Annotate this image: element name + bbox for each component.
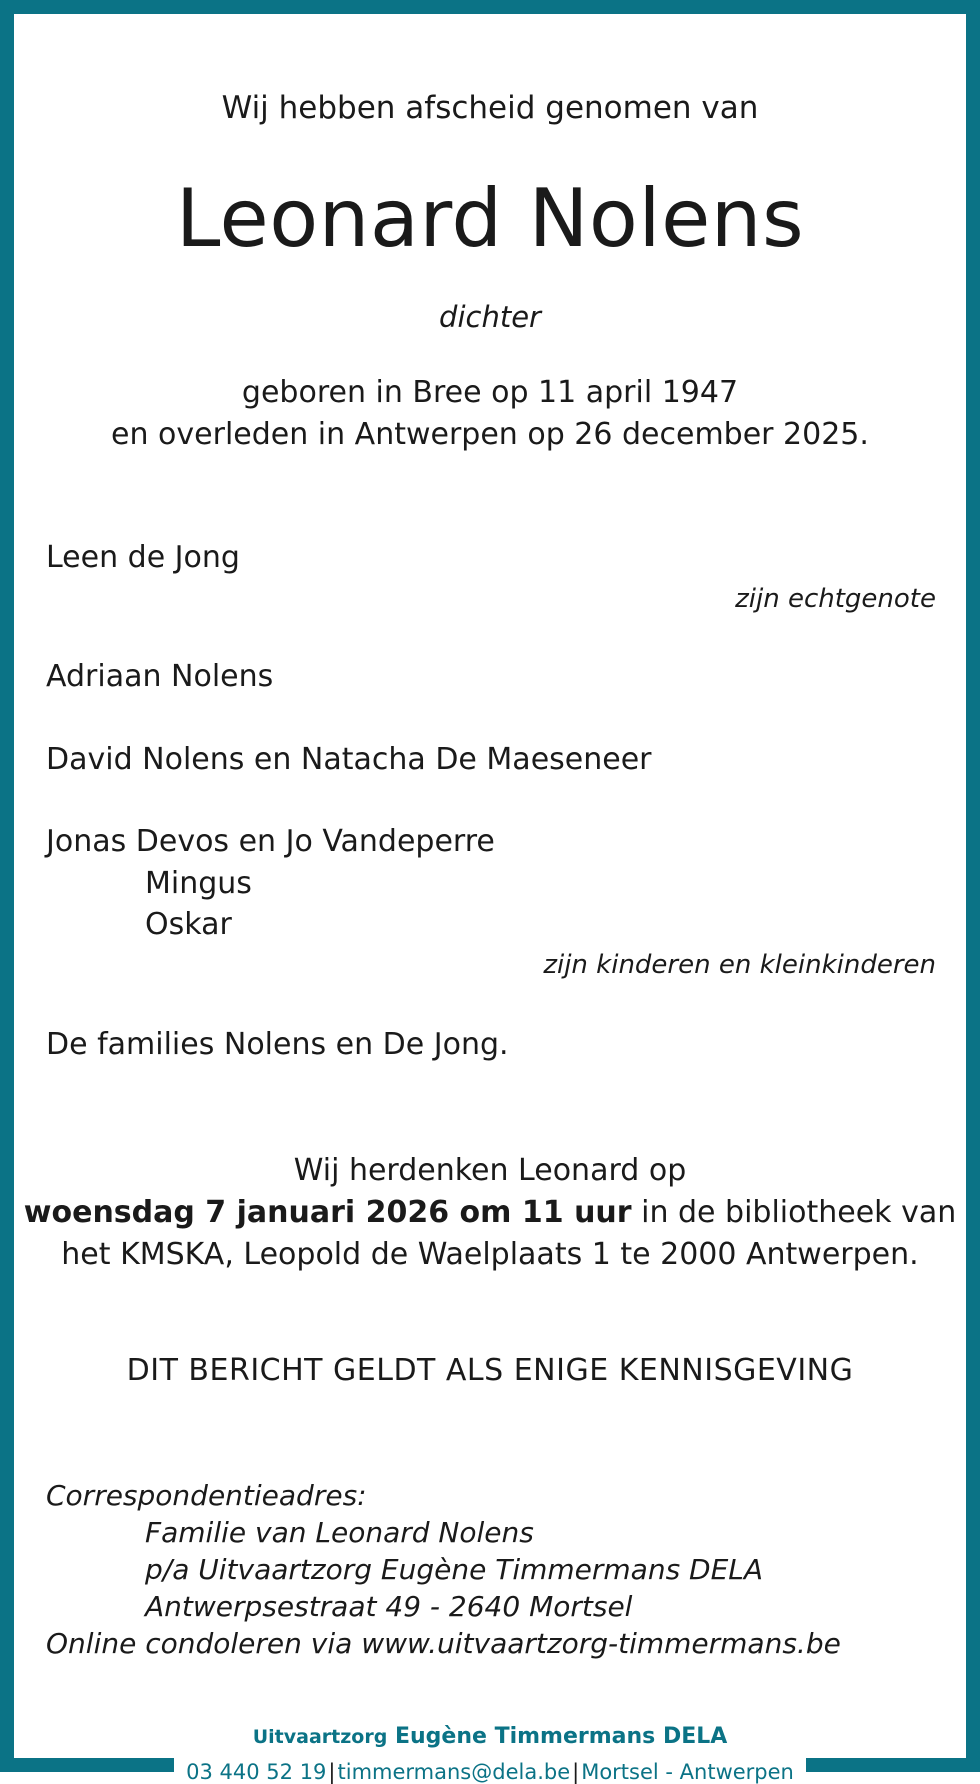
online-condolence: Online condoleren via www.uitvaartzorg-timmermans.be: [46, 1627, 841, 1660]
correspondence-line: Antwerpsestraat 49 - 2640 Mortsel: [145, 1590, 633, 1623]
bottom-border-right: [806, 1758, 980, 1772]
contact-location: Mortsel - Antwerpen: [581, 1760, 794, 1784]
families-line: De families Nolens en De Jong.: [46, 1027, 509, 1062]
memorial-date-line: [14, 1195, 966, 1230]
birth-line: geboren in Bree op 11 april 1947: [241, 375, 739, 410]
funeral-home-brand: [14, 1724, 966, 1749]
separator: |: [572, 1760, 580, 1784]
notice-text: DIT BERICHT GELDT ALS ENIGE KENNISGEVING: [126, 1353, 854, 1388]
death-line: en overleden in Antwerpen op 26 december 2025.: [111, 417, 869, 452]
memorial-address: het KMSKA, Leopold de Waelplaats 1 te 2000 Antwerpen.: [61, 1237, 919, 1272]
contact-email: timmermans@dela.be: [337, 1760, 571, 1784]
brand-name: Eugène Timmermans DELA: [394, 1724, 728, 1749]
correspondence-line: p/a Uitvaartzorg Eugène Timmermans DELA: [145, 1553, 764, 1586]
bottom-border-left: [0, 1758, 174, 1772]
contact-phone: 03 440 52 19: [186, 1760, 327, 1784]
memorial-intro: Wij herdenken Leonard op: [293, 1153, 687, 1188]
memorial-place-start: in de bibliotheek van: [631, 1195, 957, 1230]
child-name: David Nolens en Natacha De Maeseneer: [46, 742, 652, 777]
intro-text: Wij hebben afscheid genomen van: [221, 90, 759, 126]
correspondence-label: Correspondentieadres:: [46, 1479, 367, 1512]
separator: |: [328, 1760, 336, 1784]
deceased-name: Leonard Nolens: [175, 172, 805, 265]
grandchild-name: Mingus: [145, 866, 252, 901]
child-name: Adriaan Nolens: [46, 659, 274, 694]
spouse-name: Leen de Jong: [46, 540, 240, 575]
deceased-role: dichter: [439, 300, 541, 334]
children-relation: zijn kinderen en kleinkinderen: [543, 950, 936, 980]
correspondence-line: Familie van Leonard Nolens: [145, 1516, 534, 1549]
memorial-date: woensdag 7 januari 2026 om 11 uur: [23, 1195, 632, 1230]
grandchild-name: Oskar: [145, 907, 232, 942]
funeral-home-contact: [180, 1760, 800, 1784]
brand-prefix: Uitvaartzorg: [252, 1726, 388, 1748]
spouse-relation: zijn echtgenote: [735, 584, 936, 614]
child-name: Jonas Devos en Jo Vandeperre: [46, 824, 495, 859]
